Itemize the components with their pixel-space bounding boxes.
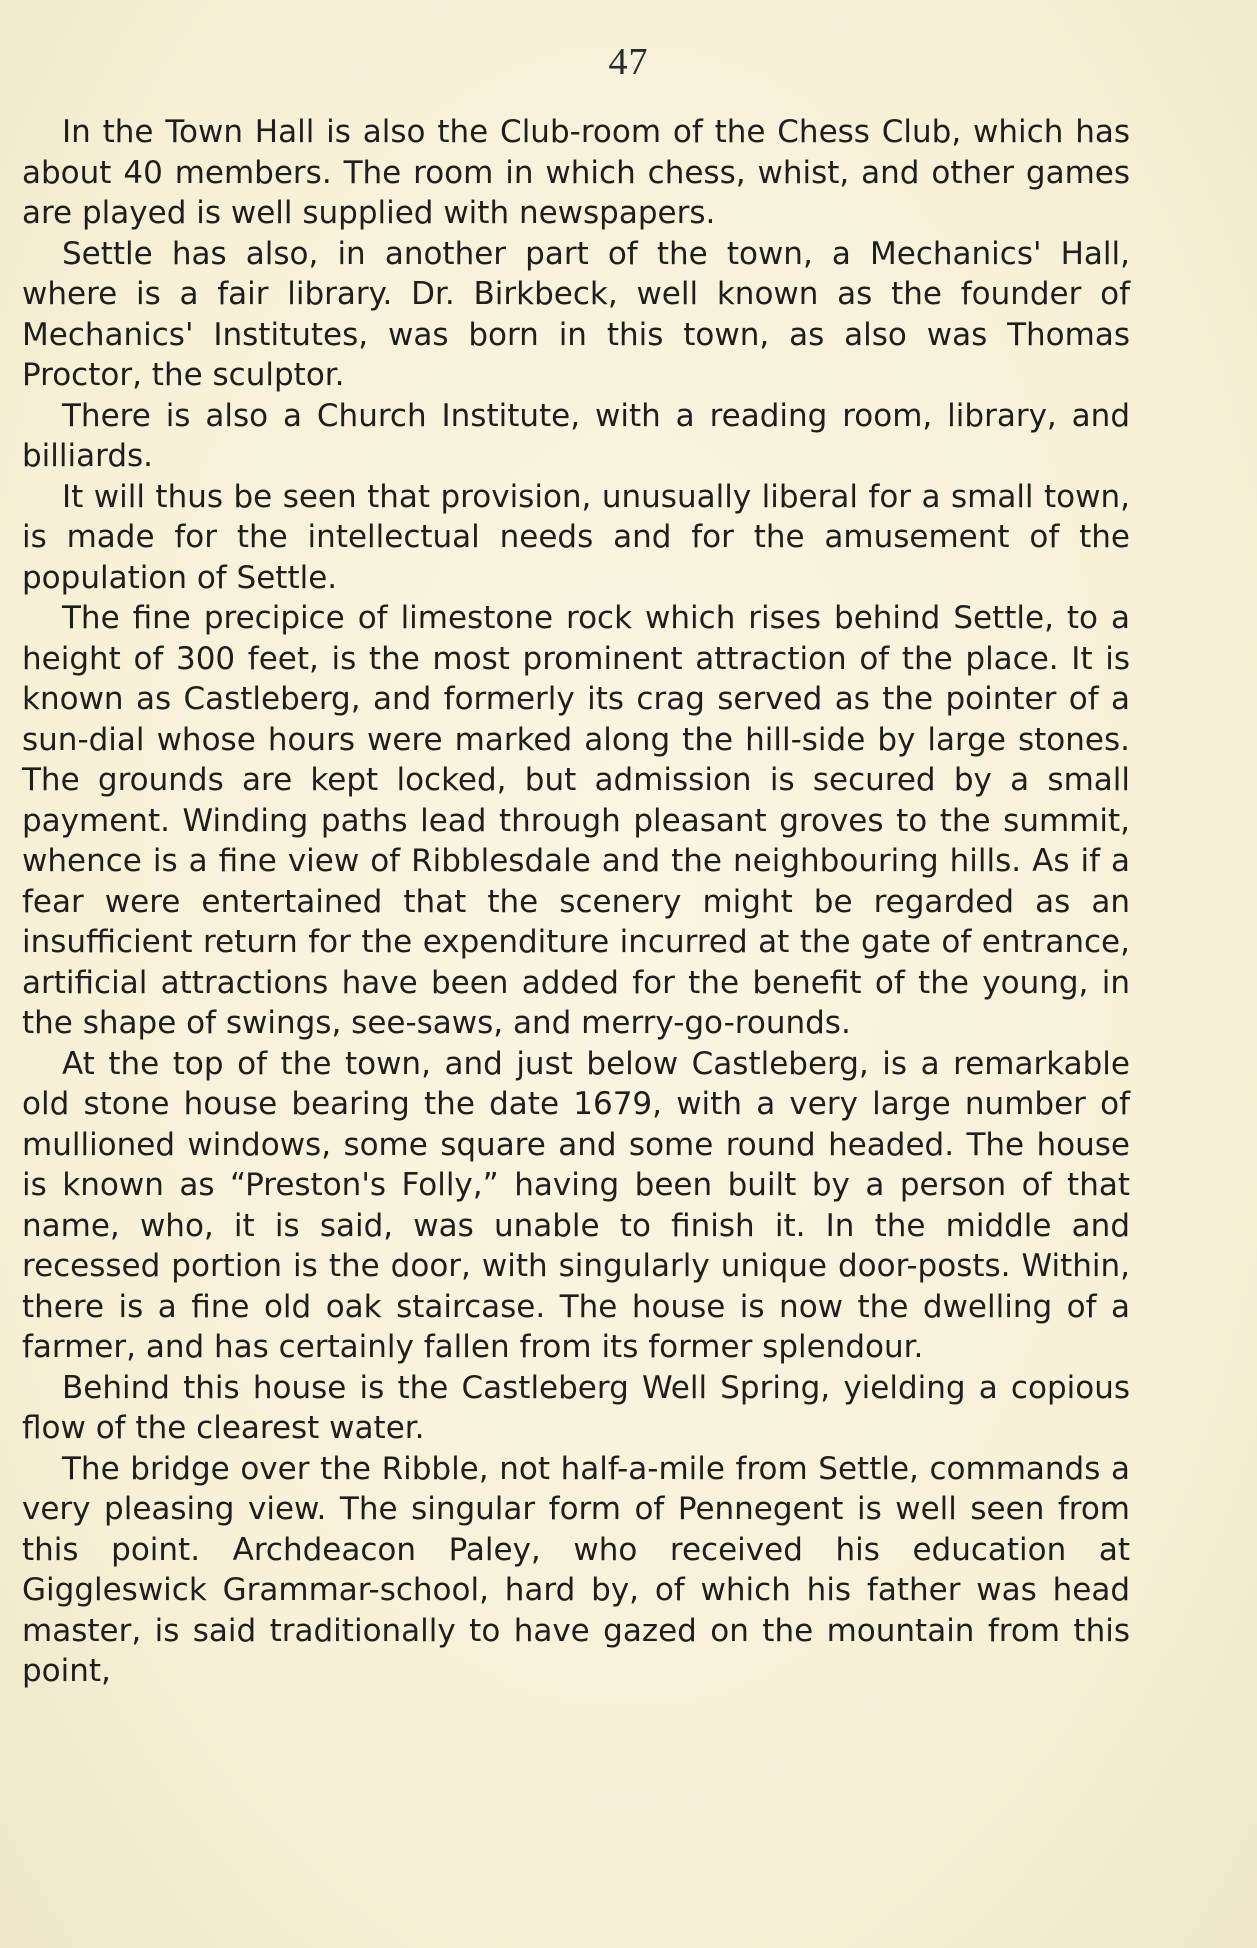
paragraph-castleberg: The fine precipice of limestone rock which rises behind Settle, to a height of 300 feet, is the most prominent attraction of the place. It is known as Castleberg, and formerly its crag served as the pointer of a sun-dial whose hours were marked along the hill-side by large stones. The grounds are kept locked, but admission is secured by a small payment. Winding paths lead through pleasant groves to the summit, whence is a fine view of Ribblesdale and the neighbouring hills. As if a fear were entertained that the scenery might be regarded as an insufficient return for the expenditure incurred at the gate of entrance, artificial attractions have been added for the benefit of the young, in the shape of swings, see-saws, and merry-go-rounds. <box>22 600 1130 1041</box>
paragraph-chess-club: In the Town Hall is also the Club-room of the Chess Club, which has about 40 members. The room in which chess, whist, and other games are played is well supplied with newspapers. <box>22 114 1130 231</box>
paragraph-prestons-folly: At the top of the town, and just below Castleberg, is a remarkable old stone house bearing the date 1679, with a very large number of mullioned windows, some square and some round headed. The house is known as “Preston's Folly,” having been built by a person of that name, who, it is said, was unable to finish it. In the middle and recessed portion is the door, with singularly unique door-posts. Within, there is a fine old oak staircase. The house is now the dwelling of a farmer, and has certainly fallen from its former splendour. <box>22 1045 1130 1365</box>
paragraph-mechanics-hall: Settle has also, in another part of the town, a Mechanics' Hall, where is a fair library. Dr. Birkbeck, well known as the founder of Mechanics' Institutes, was born in this town, as also was Thomas Proctor, the sculptor. <box>22 235 1130 393</box>
paragraph-well-spring: Behind this house is the Castleberg Well Spring, yielding a copious flow of the clearest water. <box>22 1369 1130 1446</box>
paragraph-ribble-bridge: The bridge over the Ribble, not half-a-mile from Settle, commands a very pleasing view. The singular form of Pennegent is well seen from this point. Archdeacon Paley, who received his education at Giggleswick Grammar-school, hard by, of which his father was head master, is said traditionally to have gazed on the mountain from this point, <box>22 1450 1130 1689</box>
paragraph-church-institute: There is also a Church Institute, with a reading room, library, and billiards. <box>22 397 1130 474</box>
page-number: 47 <box>608 41 649 83</box>
body-text <box>22 112 1130 1692</box>
paragraph-provision: It will thus be seen that provision, unusually liberal for a small town, is made for the intellectual needs and for the amusement of the population of Settle. <box>22 478 1130 596</box>
